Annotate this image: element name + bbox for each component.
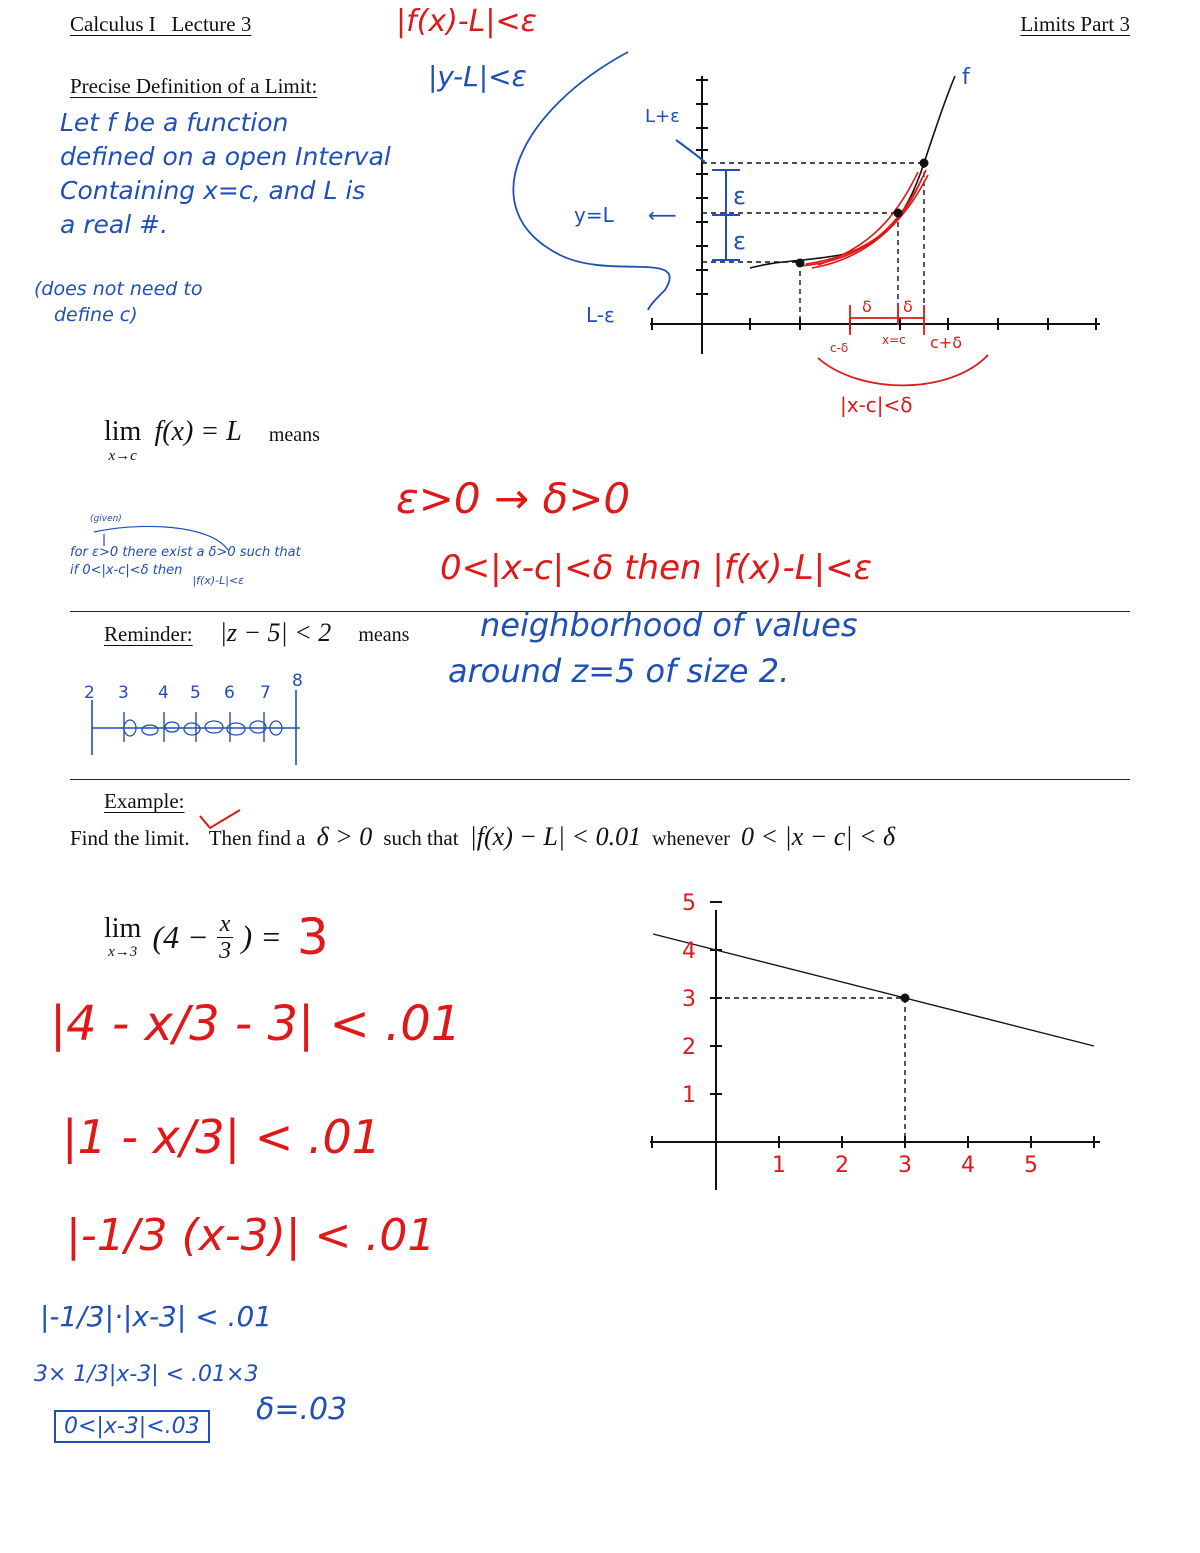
- g2-x-label: 2: [835, 1153, 849, 1178]
- svg-text:4: 4: [158, 683, 169, 703]
- delta-answer: δ=.03: [256, 1392, 348, 1427]
- g2-point: [901, 994, 910, 1003]
- reminder-hand-1: neighborhood of values: [480, 606, 858, 644]
- work-blue-1: |-1/3|·|x-3| < .01: [40, 1300, 273, 1333]
- blue-bracket-curve: [513, 52, 669, 310]
- abs-y-annotation: |y-L|<ε: [428, 60, 527, 93]
- svg-text:8: 8: [292, 671, 303, 691]
- label-eps-upper: ε: [733, 182, 746, 210]
- point-top: [920, 159, 929, 168]
- g2-x-label: 3: [898, 1153, 912, 1178]
- label-eps-lower: ε: [733, 227, 746, 255]
- label-c-minus-d: c-δ: [830, 341, 849, 355]
- label-c-plus-d: c+δ: [930, 333, 962, 352]
- svg-text:2: 2: [84, 683, 95, 703]
- g2-x-label: 4: [961, 1153, 975, 1178]
- definition-handwriting: Let f be a function defined on a open Interval Containing x=c, and L is a real #.: [60, 108, 391, 239]
- work-red-1: |4 - x/3 - 3| < .01: [50, 996, 462, 1052]
- label-y-eq-l: y=L: [574, 203, 614, 227]
- red-epsilon-delta: ε>0 → δ>0: [396, 474, 631, 523]
- label-f: f: [962, 65, 970, 90]
- definition-heading: Precise Definition of a Limit:: [70, 74, 318, 98]
- given-bracket: [60, 510, 240, 560]
- work-red-3: |-1/3 (x-3)| < .01: [66, 1210, 436, 1261]
- g2-y-label: 5: [682, 891, 696, 916]
- g2-x-label: 1: [772, 1153, 786, 1178]
- red-secant-lines: [800, 170, 928, 268]
- label-l-minus-e: L-ε: [586, 303, 615, 327]
- epsilon-delta-graph: [500, 50, 1120, 430]
- label-arrow: ⟵: [648, 203, 677, 227]
- example-graph: [630, 890, 1120, 1210]
- label-x-eq-c: x=c: [882, 333, 906, 347]
- g2-y-label: 4: [682, 939, 696, 964]
- label-l-plus-e: L+ε: [645, 106, 680, 127]
- point-left: [796, 259, 805, 268]
- epsilon-bracket: [676, 140, 740, 260]
- reminder-line: Reminder: |z − 5| < 2 means: [104, 618, 410, 647]
- abs-f-annotation: |f(x)-L|<ε: [396, 4, 537, 39]
- axis-ticks: [652, 80, 1096, 330]
- g2-x-label: 5: [1024, 1153, 1038, 1178]
- svg-text:7: 7: [260, 683, 271, 703]
- reminder-numberline: [76, 664, 316, 774]
- limit-expression: lim x→c f(x) = L means: [104, 416, 320, 464]
- example-limit: lim x→3 (4 − $\frac{x}{3}$ ) = 3: [104, 908, 329, 966]
- work-blue-2: 3× 1/3|x-3| < .01×3: [34, 1362, 259, 1387]
- reminder-hand-2: around z=5 of size 2.: [448, 652, 790, 690]
- svg-text:3: 3: [118, 683, 129, 703]
- svg-text:6: 6: [224, 683, 235, 703]
- topic-title: Limits Part 3: [1020, 12, 1130, 36]
- g2-y-label: 3: [682, 987, 696, 1012]
- abs-x-arc: [818, 355, 988, 385]
- g2-y-label: 2: [682, 1035, 696, 1060]
- given-note: (given): [90, 514, 122, 524]
- section-divider-2: [70, 779, 1130, 780]
- work-blue-box: 0<|x-3|<.03: [54, 1410, 210, 1443]
- label-delta-left: δ: [862, 297, 872, 316]
- label-abs-x: |x-c|<δ: [840, 393, 913, 417]
- work-red-2: |1 - x/3| < .01: [62, 1110, 382, 1164]
- example-statement: Find the limit. Then find a δ > 0 such that |f(x) − L| < 0.01 whenever 0 < |x − c| < δ: [70, 822, 896, 851]
- point-mid: [894, 209, 903, 218]
- hand-definition: for ε>0 there exist a δ>0 such that if 0<|x-c|<δ then $_{|f(x)-L|<\varepsilon}$: [70, 545, 301, 587]
- g2-function-line: [653, 934, 1094, 1046]
- g2-y-label: 1: [682, 1083, 696, 1108]
- course-title: Calculus I Lecture 3: [70, 12, 252, 36]
- example-label: Example:: [104, 789, 185, 813]
- red-implication: 0<|x-c|<δ then |f(x)-L|<ε: [440, 548, 872, 588]
- svg-text:5: 5: [190, 683, 201, 703]
- label-delta-right: δ: [903, 297, 913, 316]
- definition-note: (does not need to define c): [34, 278, 203, 326]
